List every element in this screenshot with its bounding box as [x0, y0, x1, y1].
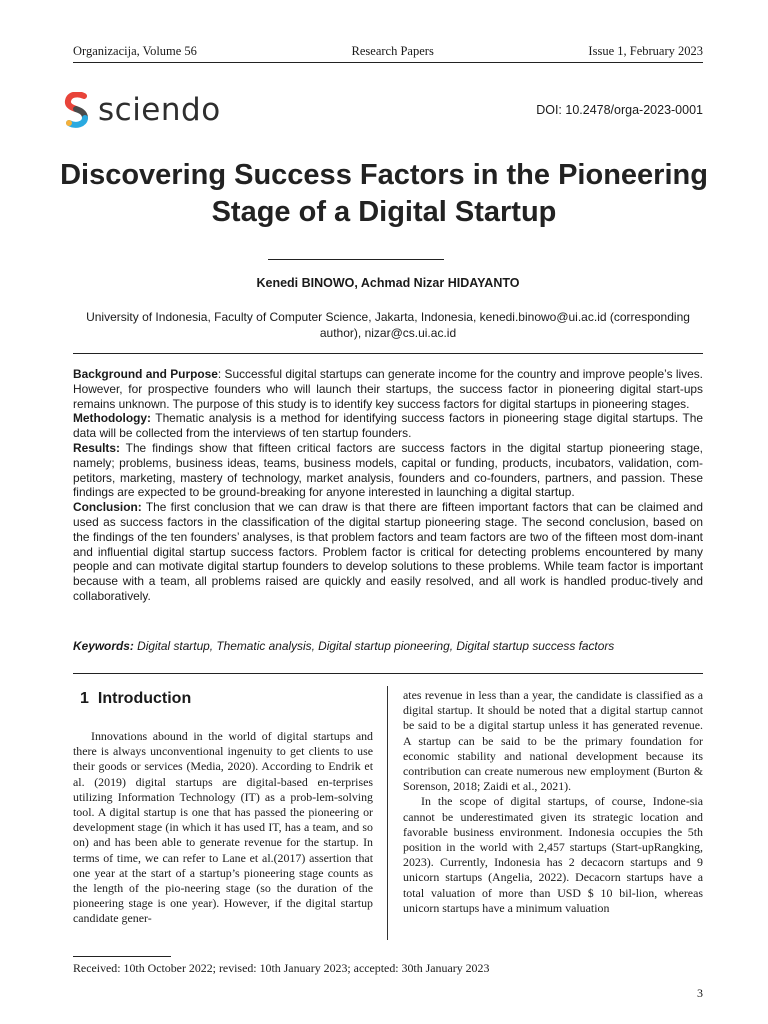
article-authors: Kenedi BINOWO, Achmad Nizar HIDAYANTO	[256, 276, 520, 290]
abstract-conclusion	[73, 500, 703, 604]
background-label: Background and Purpose	[73, 367, 218, 381]
abstract-top-divider	[73, 353, 703, 354]
keywords	[73, 639, 703, 653]
running-header	[73, 44, 703, 59]
results-text: The findings show that fifteen critical factors are success factors in the digital startup pioneering stage, namely; problems, business ideas, teams, business models, capital or funding, products, incubators, validation, com-petitors, marketing, mastery of technology, market analysis, founders and co-founders, partners, and passion. These findings are expected to be ground-breaking for anyone interested in launching a digital startup.	[73, 440, 703, 500]
background-text: : Successful digital startups can generate income for the country and improve people’s lives. However, for prospective founders who will launch their startups, the success factor in pioneering digital start-ups remains unknown. The purpose of this study is to identify key success factors for digital startups in pioneering stages.	[73, 367, 703, 411]
issue-info: Issue 1, February 2023	[588, 44, 703, 58]
section-number: 1	[80, 690, 89, 707]
methodology-text: Thematic analysis is a method for identifying success factors in pioneering stage digital startups. The data will be collected from the interviews of ten startup founders.	[73, 411, 703, 441]
results-label: Results:	[73, 440, 120, 455]
abstract-methodology	[73, 411, 703, 441]
section-name: Research Papers	[351, 44, 434, 58]
sciendo-s-logo-icon	[64, 92, 90, 128]
column-divider	[387, 686, 388, 940]
intro-paragraph-1-continued: ates revenue in less than a year, the candidate is classified as a digital startup. It should be noted that a digital startup cannot be said to be a digital startup unless it has generated revenue. A startup can be said to be the primary foundation for economic stability and national development because its contribution can create numerous new employment (Burton & Sorenson, 2018; Zaidi et al., 2021).	[403, 688, 703, 794]
right-column	[403, 688, 703, 916]
keywords-label: Keywords:	[73, 639, 134, 653]
methodology-label: Methodology:	[73, 411, 151, 426]
abstract-background	[73, 367, 703, 411]
page-number: 3	[697, 986, 703, 1000]
left-column	[73, 688, 373, 927]
intro-paragraph-2: In the scope of digital startups, of course, Indone-sia cannot be underestimated given its strategic location and favorable business environment. Indonesia occupies the 5th position in the world with 2,457 startups (Start-upRangking, 2023). Currently, Indonesia has 2 decacorn startups and 9 unicorn startups (Angelia, 2022). Decacorn startups have a total valuation of more than USD $ 10 bil-lion, whereas unicorn startups have a minimum valuation	[403, 794, 703, 915]
abstract-results	[73, 441, 703, 500]
received-dates-footnote: Received: 10th October 2022; revised: 10th January 2023; accepted: 30th January 2023	[73, 961, 490, 975]
header-divider	[73, 62, 703, 63]
keywords-text: Digital startup, Thematic analysis, Digital startup pioneering, Digital startup success factors	[133, 639, 615, 653]
footnote-divider	[73, 956, 171, 957]
abstract	[73, 367, 703, 604]
article-title: Discovering Success Factors in the Pioneering Stage of a Digital Startup	[60, 159, 708, 228]
author-affiliation: University of Indonesia, Faculty of Computer Science, Jakarta, Indonesia, kenedi.binowo@ui.ac.id (corresponding author), nizar@cs.ui.ac.id	[86, 310, 690, 340]
section-title: Introduction	[97, 690, 192, 707]
intro-paragraph-1: Innovations abound in the world of digital startups and there is always unconventional ingenuity to get clients to use their goods or services (Media, 2020). According to Endrik et al. (2019) digital startups are digital-based en-terprises utilizing Information Technology (IT) as a prob-lem-solving tool. A digital startup is one that has passed the pioneering or development stage (in which it has used IT, has a team, and so on) and has been able to generate revenue for the startup. In terms of time, we can refer to Lane et al.(2017) assertion that one year at the start of a startup’s pioneering stage counts as the length of the pio-neering stage (so the duration of the pioneering stage is one year). However, if the digital startup candidate gener-	[73, 729, 373, 926]
journal-name: Organizacija, Volume 56	[73, 44, 197, 58]
publisher-name: sciendo	[98, 91, 221, 128]
conclusion-label: Conclusion:	[73, 500, 142, 515]
publisher-logo	[64, 92, 221, 128]
conclusion-text: The first conclusion that we can draw is that there are fifteen important factors that can be claimed and used as success factors in the classification of the digital startup pioneering stage. The second conclusion, based on the findings of the ten founders’ analyses, is that problem factors and team factors are two of the fifteen most dom-inant and influential digital startup success factors. Problem factor is critical for detecting problems encountered by many people and can motivate digital startup founders to develop solutions to these problems. While team factor is important because with a team, all problems raised are quickly and easily resolved, and all work is handled produc-tively and collaboratively.	[73, 500, 703, 603]
title-divider	[268, 259, 444, 260]
section-heading	[80, 690, 373, 714]
abstract-bottom-divider	[73, 673, 703, 674]
doi-label: DOI: 10.2478/orga-2023-0001	[536, 103, 703, 117]
